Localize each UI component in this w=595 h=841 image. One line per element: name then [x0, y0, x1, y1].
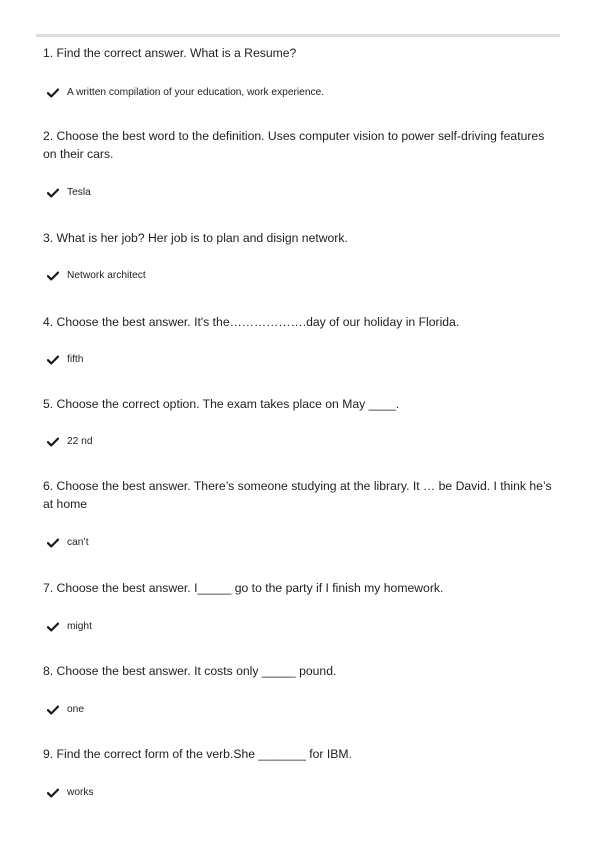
answer-row: [47, 787, 94, 798]
answer-row: [47, 621, 92, 632]
answer-text: one: [67, 704, 84, 715]
question-text: 6. Choose the best answer. There’s someone studying at the library. It … be David. I think he’s at home: [43, 479, 552, 511]
question-item-3: [43, 229, 553, 281]
question-text: 3. What is her job? Her job is to plan and disign network.: [43, 231, 348, 245]
answer-row: [47, 187, 91, 198]
top-divider: [36, 34, 560, 37]
check-icon: [47, 705, 59, 715]
check-icon: [47, 355, 59, 365]
answer-text: might: [67, 621, 92, 632]
answer-text: 22 nd: [67, 436, 93, 447]
question-item-2: [43, 127, 553, 198]
answer-text: Network architect: [67, 270, 146, 281]
answer-row: [47, 704, 84, 715]
question-item-5: [43, 395, 553, 447]
question-item-8: [43, 662, 553, 715]
question-text: 1. Find the correct answer. What is a Resume?: [43, 46, 297, 60]
check-icon: [47, 437, 59, 447]
check-icon: [47, 538, 59, 548]
check-icon: [47, 271, 59, 281]
question-item-6: [43, 477, 553, 548]
check-icon: [47, 622, 59, 632]
check-icon: [47, 788, 59, 798]
answer-text: works: [67, 787, 94, 798]
answer-row: [47, 87, 324, 98]
question-item-4: [43, 313, 553, 365]
check-icon: [47, 88, 59, 98]
answer-row: [47, 270, 146, 281]
question-text: 7. Choose the best answer. I_____ go to the party if I finish my homework.: [43, 581, 444, 595]
question-item-7: [43, 579, 553, 632]
question-item-9: [43, 745, 553, 798]
answer-row: [47, 436, 93, 447]
answer-row: [47, 537, 89, 548]
answer-text: fifth: [67, 354, 84, 365]
answer-text: Tesla: [67, 187, 91, 198]
answer-text: A written compilation of your education, work experience.: [67, 87, 325, 98]
question-item-1: [43, 44, 553, 98]
question-text: 9. Find the correct form of the verb.She _______ for IBM.: [43, 747, 352, 761]
answer-text: can’t: [67, 537, 89, 548]
question-text: 2. Choose the best word to the definition. Uses computer vision to power self-driving features on their cars.: [43, 129, 545, 161]
answer-row: [47, 354, 83, 365]
check-icon: [47, 188, 59, 198]
question-text: 4. Choose the best answer. It's the……………….day of our holiday in Florida.: [43, 315, 460, 329]
question-text: 8. Choose the best answer. It costs only _____ pound.: [43, 664, 337, 678]
question-text: 5. Choose the correct option. The exam takes place on May ____.: [43, 397, 400, 411]
